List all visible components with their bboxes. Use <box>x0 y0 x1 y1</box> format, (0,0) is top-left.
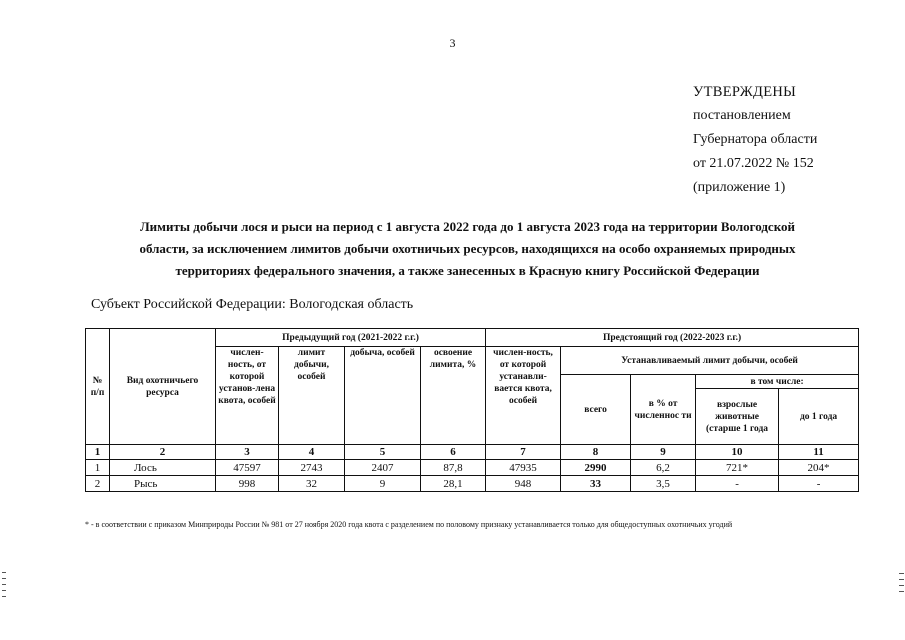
header-including: в том числе: <box>696 375 859 389</box>
document-title <box>70 216 865 282</box>
header-next-population: числен-ность, от которой устанавли-вается квота, особей <box>486 347 561 445</box>
cell-prev-harvest: 9 <box>345 476 421 492</box>
column-number: 2 <box>110 445 216 460</box>
column-number: 3 <box>216 445 279 460</box>
cell-percent: 6,2 <box>631 460 696 476</box>
page-number: 3 <box>449 36 456 50</box>
title-line-1: Лимиты добычи лося и рыси на период с 1 августа 2022 года до 1 августа 2023 года на территории Вологодской <box>139 219 795 234</box>
limits-table <box>85 328 859 492</box>
header-total: всего <box>561 375 631 445</box>
column-number: 6 <box>421 445 486 460</box>
cell-adults: - <box>696 476 779 492</box>
approval-line-date: от 21.07.2022 № 152 <box>693 156 814 171</box>
approval-line-approved: УТВЕРЖДЕНЫ <box>693 84 797 100</box>
cell-total: 2990 <box>561 460 631 476</box>
header-num: № п/п <box>86 329 110 445</box>
subject-line: Субъект Российской Федерации: Вологодская область <box>91 297 414 312</box>
column-number: 4 <box>279 445 345 460</box>
cell-prev-utilization: 87,8 <box>421 460 486 476</box>
approval-line-resolution: постановлением <box>693 108 791 123</box>
header-prev-utilization: освоение лимита, % <box>421 347 486 445</box>
cell-prev-population: 47597 <box>216 460 279 476</box>
header-percent: в % от численнос ти <box>631 375 696 445</box>
approval-line-governor: Губернатора области <box>693 132 818 147</box>
header-prev-year: Предыдущий год (2021-2022 г.г.) <box>216 329 486 347</box>
cell-num: 1 <box>86 460 110 476</box>
header-next-year: Предстоящий год (2022-2023 г.г.) <box>486 329 859 347</box>
cell-prev-population: 998 <box>216 476 279 492</box>
column-number: 11 <box>779 445 859 460</box>
header-adults: взрослые животные (старше 1 года <box>696 389 779 445</box>
column-number: 9 <box>631 445 696 460</box>
cell-resource: Рысь <box>110 476 216 492</box>
cell-prev-utilization: 28,1 <box>421 476 486 492</box>
cell-percent: 3,5 <box>631 476 696 492</box>
header-resource: Вид охотничьего ресурса <box>110 329 216 445</box>
column-number: 10 <box>696 445 779 460</box>
cell-young: - <box>779 476 859 492</box>
title-line-2: области, за исключением лимитов добычи охотничьих ресурсов, находящихся на особо охраняемых природных <box>139 241 796 256</box>
header-prev-limit: лимит добычи, особей <box>279 347 345 445</box>
header-young: до 1 года <box>779 389 859 445</box>
cell-prev-limit: 2743 <box>279 460 345 476</box>
approval-block <box>693 80 817 200</box>
footnote: * - в соответствии с приказом Минприроды России № 981 от 27 ноября 2020 года квота с разделением по половому признаку устанавливается только для общедоступных охотничьих угодий <box>85 520 733 529</box>
cell-next-population: 47935 <box>486 460 561 476</box>
cell-adults: 721* <box>696 460 779 476</box>
column-number: 8 <box>561 445 631 460</box>
cell-prev-harvest: 2407 <box>345 460 421 476</box>
column-number: 7 <box>486 445 561 460</box>
cell-total: 33 <box>561 476 631 492</box>
table-row <box>86 476 859 492</box>
approval-line-appendix: (приложение 1) <box>693 180 786 195</box>
column-number-row <box>86 445 859 460</box>
column-number: 5 <box>345 445 421 460</box>
cell-prev-limit: 32 <box>279 476 345 492</box>
scan-edge-marks-right <box>899 573 904 597</box>
cell-next-population: 948 <box>486 476 561 492</box>
header-prev-harvest: добыча, особей <box>345 347 421 445</box>
cell-young: 204* <box>779 460 859 476</box>
cell-num: 2 <box>86 476 110 492</box>
column-number: 1 <box>86 445 110 460</box>
title-line-3: территориях федерального значения, а также занесенных в Красную книгу Российской Федерации <box>175 263 760 278</box>
scan-edge-marks-left <box>2 572 7 602</box>
table-row <box>86 460 859 476</box>
header-limit-group: Устанавливаемый лимит добычи, особей <box>561 347 859 375</box>
header-prev-population: числен-ность, от которой установ-лена квота, особей <box>216 347 279 445</box>
cell-resource: Лось <box>110 460 216 476</box>
